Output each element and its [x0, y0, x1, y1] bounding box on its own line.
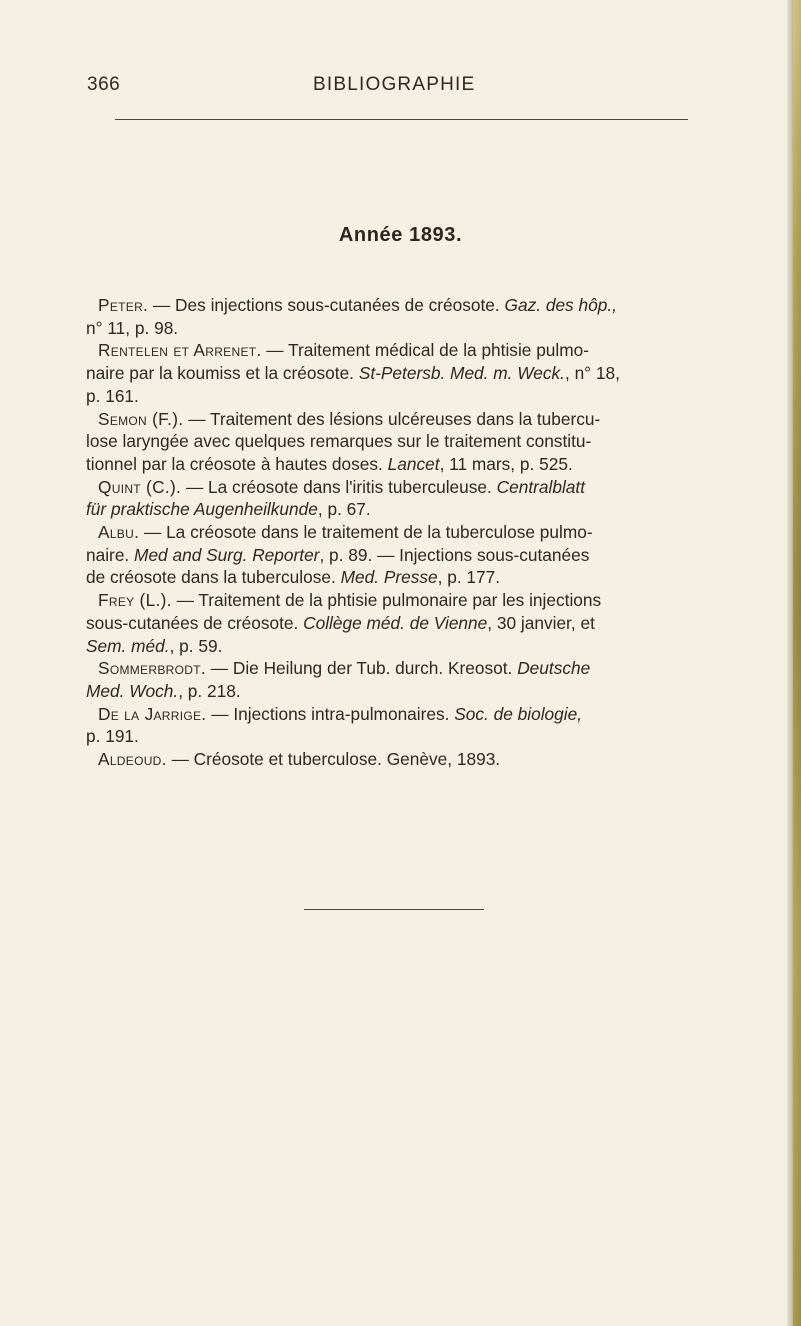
entry-line: p. 191. — [86, 726, 139, 747]
entry-line — [86, 362, 704, 385]
bibliography-entry — [86, 294, 704, 339]
entry-author: Sommerbrodt. — [98, 658, 206, 679]
header-rule — [115, 119, 688, 120]
entry-author: Semon (F.). — [98, 408, 184, 429]
entry-text: — Traitement des lésions ulcéreuses dans la tubercu- — [188, 408, 601, 429]
entry-source: Med and Surg. Reporter — [134, 544, 320, 565]
entry-line — [86, 476, 704, 499]
entry-text: , n° 18, — [564, 363, 620, 384]
entry-text: , p. 89. — Injections sous-cutanées — [319, 544, 590, 565]
page-header — [87, 74, 687, 100]
entry-source: Centralblatt — [496, 476, 586, 497]
entry-source: Sem. méd. — [86, 635, 170, 656]
entry-author: De la Jarrige. — [98, 703, 207, 724]
bibliography-entry — [86, 589, 704, 657]
entry-author: Albu. — [98, 522, 140, 543]
bibliography-entry — [86, 657, 704, 702]
entry-author: Rentelen et Arrenet. — [98, 340, 262, 361]
entry-text: — Traitement de la phtisie pulmonaire par les injections — [176, 590, 602, 611]
entry-text: naire par la koumiss et la créosote. — [86, 363, 354, 384]
entry-source: Med. Presse — [340, 567, 438, 588]
page-number: 366 — [87, 74, 121, 95]
section-heading: Année 1893. — [338, 224, 463, 246]
entry-line — [86, 589, 704, 612]
entry-author: Aldeoud. — [98, 749, 167, 770]
entry-text: — Injections intra-pulmonaires. — [211, 703, 450, 724]
entry-text: naire. — [86, 544, 130, 565]
bibliography-entry — [86, 408, 704, 476]
entry-source: Deutsche — [517, 658, 591, 679]
bibliography-entry — [86, 339, 704, 407]
bibliography-entry — [86, 476, 704, 521]
entry-author: Quint (C.). — [98, 476, 182, 497]
entry-source: für praktische Augenheilkunde — [86, 499, 318, 520]
entry-line — [86, 339, 704, 362]
entry-line — [86, 453, 704, 476]
entry-text: — Créosote et tuberculose. Genève, 1893. — [171, 749, 501, 770]
entry-line: p. 161. — [86, 385, 139, 406]
entry-source: Med. Woch. — [86, 680, 179, 701]
bibliography-entry — [86, 748, 704, 771]
entry-author: Peter. — [98, 295, 149, 315]
bibliography-entry — [86, 703, 704, 748]
entry-text: tionnel par la créosote à hautes doses. — [86, 453, 383, 474]
entry-line — [86, 294, 704, 317]
entry-line — [86, 566, 704, 589]
entry-text: sous-cutanées de créosote. — [86, 612, 299, 633]
entry-line — [86, 521, 704, 544]
running-head: BIBLIOGRAPHIE — [313, 74, 476, 95]
entry-text: — Des injections sous-cutanées de créosote. — [152, 295, 500, 315]
entry-line: lose laryngée avec quelques remarques sur le traitement constitu- — [86, 431, 592, 452]
entry-text: — La créosote dans l'iritis tuberculeuse. — [185, 476, 492, 497]
end-rule — [304, 909, 484, 910]
entry-line — [86, 657, 704, 680]
entry-text: , 11 mars, p. 525. — [439, 453, 573, 474]
entry-text: , p. 177. — [437, 567, 501, 588]
entry-text: — Die Heilung der Tub. durch. Kreosot. — [210, 658, 513, 679]
entry-source: Gaz. des hôp., — [504, 295, 617, 315]
entry-text: , 30 janvier, et — [487, 612, 595, 633]
entry-line: n° 11, p. 98. — [86, 317, 179, 338]
entry-source: Soc. de biologie, — [454, 703, 583, 724]
entry-text: , p. 59. — [169, 635, 223, 656]
entry-line — [86, 498, 704, 521]
entry-line — [86, 544, 704, 567]
entry-text: , p. 67. — [317, 499, 371, 520]
entry-source: Lancet — [387, 453, 440, 474]
bibliography-entry — [86, 521, 704, 589]
entry-source: St-Petersb. Med. m. Weck. — [358, 363, 565, 384]
entry-text: de créosote dans la tuberculose. — [86, 567, 336, 588]
entry-line — [86, 635, 704, 658]
entry-source: Collège méd. de Vienne — [303, 612, 488, 633]
entry-text: — Traitement médical de la phtisie pulmo- — [266, 340, 590, 361]
entry-author: Frey (L.). — [98, 590, 172, 611]
entry-text: — La créosote dans le traitement de la tuberculose pulmo- — [143, 522, 593, 543]
entry-line — [86, 680, 704, 703]
bibliography-list — [86, 294, 704, 771]
entry-line — [86, 408, 704, 431]
entry-line — [86, 703, 704, 726]
entry-line — [86, 612, 704, 635]
entry-line — [86, 748, 704, 771]
entry-text: , p. 218. — [178, 680, 241, 701]
page-edge-binding — [793, 0, 801, 1326]
